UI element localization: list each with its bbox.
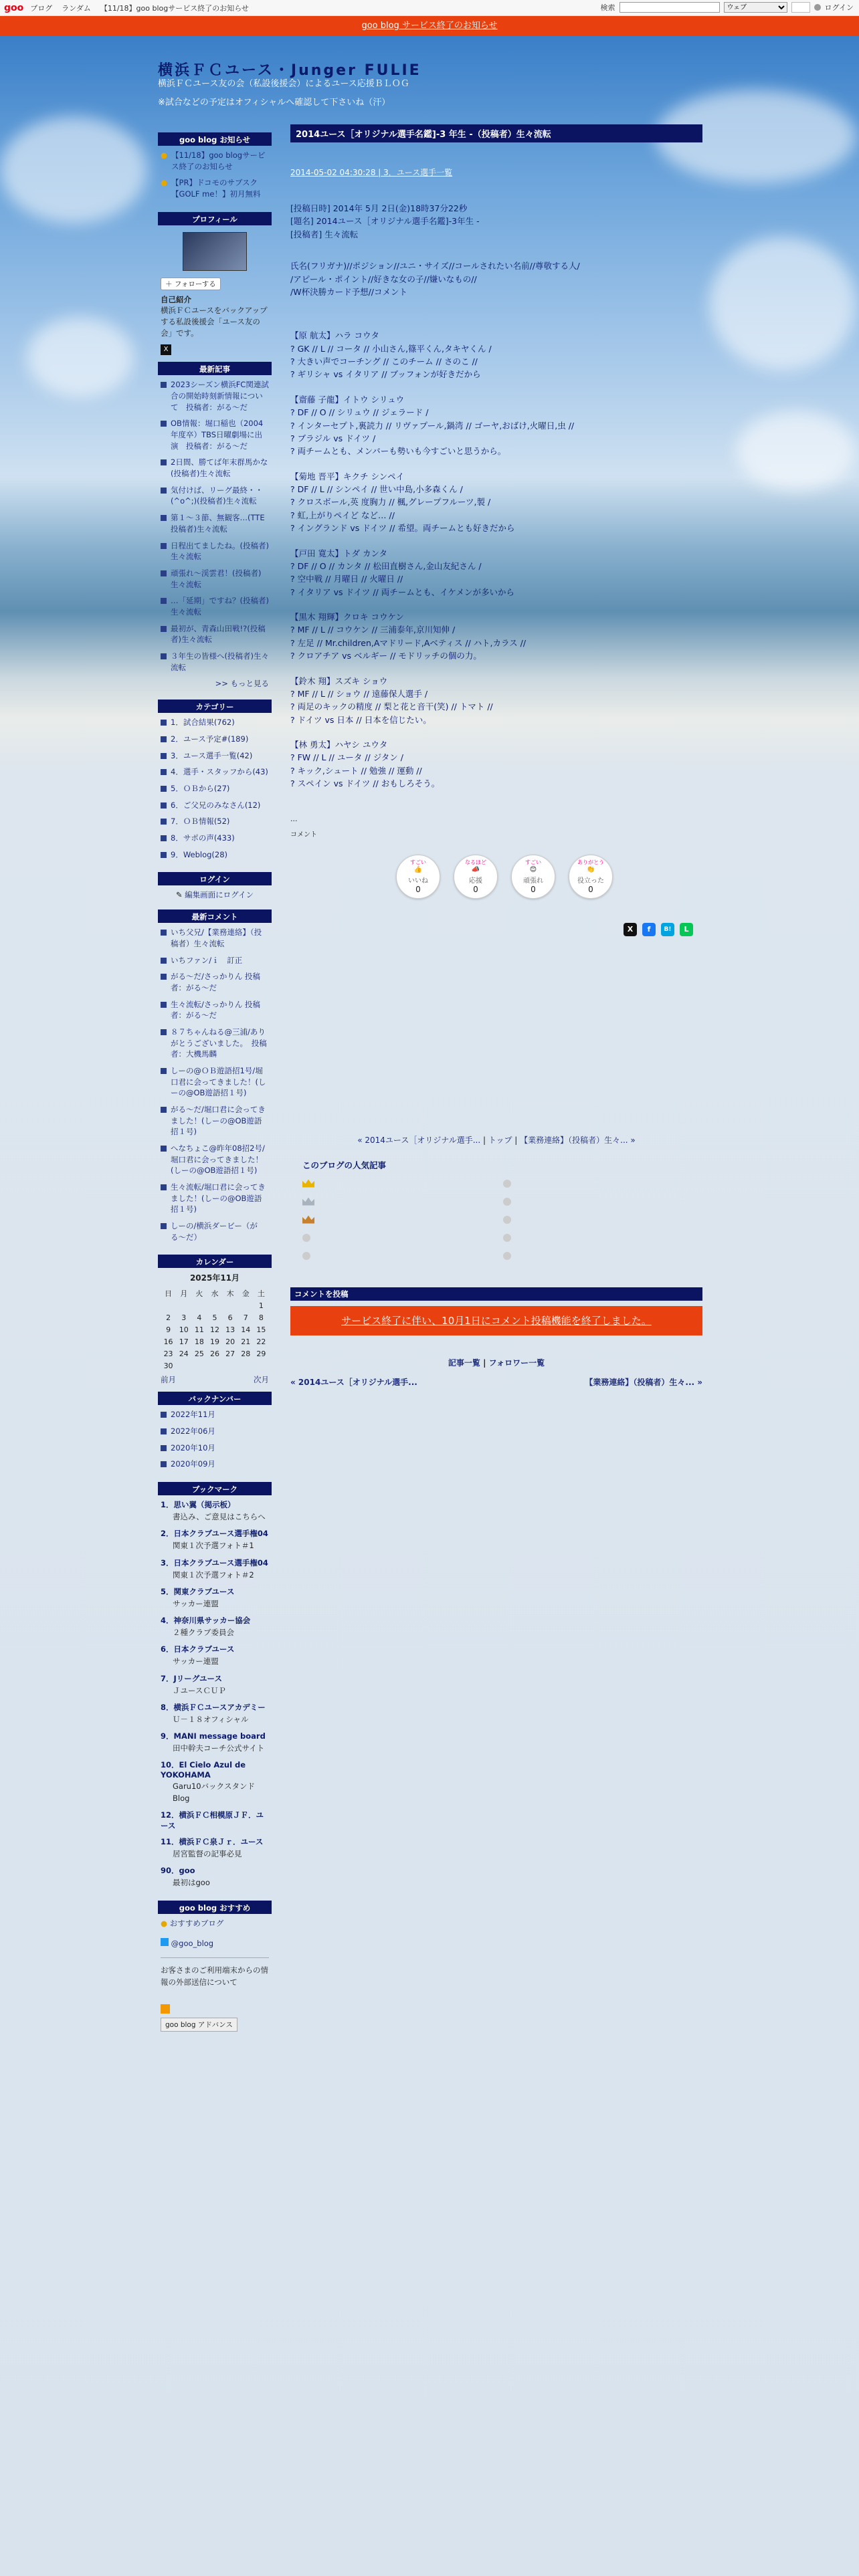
rank-9-dot-icon <box>503 1234 511 1242</box>
calendar-day: 30 <box>163 1361 173 1370</box>
bulb-icon: ● <box>161 1919 168 1929</box>
calendar-day <box>238 1299 254 1311</box>
post-info-line: [投稿日時] 2014年 5月 2日(金)18時37分22秒 <box>290 203 468 213</box>
calendar-day <box>238 1360 254 1372</box>
profile-title: プロフィール <box>158 212 272 225</box>
player-entry <box>290 329 702 381</box>
plus-icon: ＋ <box>165 280 173 288</box>
player-entry <box>290 547 702 599</box>
calendar-title: カレンダー <box>158 1255 272 1268</box>
category-item[interactable]: 7．ＯＢ情報(52) <box>161 816 269 827</box>
player-line: ? ギリシャ vs イタリア // ブッフォンが好きだから <box>290 369 481 380</box>
calendar-day: 28 <box>241 1349 251 1358</box>
player-name: 【戸田 寛太】トダ カンタ <box>290 548 387 558</box>
recent-item[interactable]: 2日間、勝てば年末群馬かな(投稿者)生々流転 <box>161 457 269 479</box>
player-name: 【鈴木 翔】スズキ ショウ <box>290 675 388 686</box>
category-title: カテゴリー <box>158 700 272 713</box>
category-item[interactable]: 9．Weblog(28) <box>161 849 269 861</box>
comment-closed-notice[interactable]: サービス終了に伴い、10月1日にコメント投稿機能を終了しました。 <box>290 1306 702 1335</box>
calendar <box>158 1268 272 1392</box>
service-end-notice[interactable]: goo blog サービス終了のお知らせ <box>0 16 859 36</box>
main-column <box>290 124 702 1388</box>
recent-item[interactable]: 日程出てましたね。(投稿者)生々流転 <box>161 540 269 562</box>
entry-list-link[interactable]: 記事一覧 <box>448 1358 480 1368</box>
bookmark-item[interactable]: 8．横浜ＦＣユースアカデミー Ｕ－１８オフィシャル <box>161 1702 266 1724</box>
calendar-day: 4 <box>197 1313 202 1322</box>
reaction-cheer-button[interactable]: なるほど 📣 応援 0 <box>454 855 498 899</box>
follow-button[interactable]: ＋ フォローする <box>161 278 221 290</box>
rank-5-dot-icon <box>302 1252 310 1260</box>
x-share-icon[interactable]: X <box>624 923 637 936</box>
calendar-day: 8 <box>258 1313 264 1322</box>
calendar-day: 6 <box>227 1313 233 1322</box>
bulb-icon: ● <box>161 178 168 188</box>
twitter-icon <box>161 1938 169 1946</box>
line-share-icon[interactable]: L <box>680 923 693 936</box>
calendar-next-link[interactable]: 次月 <box>254 1375 269 1385</box>
category-item[interactable]: 5．ＯＢから(27) <box>161 783 269 794</box>
rank-7-dot-icon <box>503 1198 511 1206</box>
player-name: 【林 勇太】ハヤシ ユウタ <box>290 740 388 750</box>
calendar-day <box>176 1299 191 1311</box>
sidebar <box>158 132 272 2038</box>
calendar-day: 11 <box>194 1325 204 1334</box>
thumbs-up-icon: 👍 <box>413 866 423 873</box>
recommend-blog-link[interactable]: ● おすすめブログ <box>161 1919 224 1929</box>
weekday: 金 <box>242 1289 250 1299</box>
bookmark-item[interactable]: 10．El Cielo Azul de YOKOHAMA Garu10バックスタンドBlog <box>161 1760 255 1803</box>
bookmark-item[interactable]: 90．goo 最初はgoo <box>161 1866 210 1888</box>
calendar-day: 13 <box>225 1325 235 1334</box>
player-line: ? DF // O // シリュウ // ジェラード / <box>290 407 429 418</box>
player-line: ? スペイン vs ドイツ // おもしろそう。 <box>290 778 440 789</box>
popular-ranking <box>302 1179 702 1261</box>
rank-4-dot-icon <box>302 1234 310 1242</box>
face-icon: 😊 <box>529 866 537 873</box>
user-icon <box>814 4 821 11</box>
player-entry <box>290 393 702 458</box>
silver-crown-icon <box>302 1198 314 1206</box>
goo-advance-badge[interactable]: goo blog アドバンス <box>161 2018 237 2032</box>
recent-item[interactable]: ３年生の皆様へ(投稿者)生々流転 <box>161 651 269 673</box>
bookmark-item[interactable]: 7．Jリーグユース ＪユースＣＵＰ <box>161 1673 226 1695</box>
login-title: ログイン <box>158 872 272 885</box>
bookmark-item[interactable]: 2．日本クラブユース選手権04 関東１次予選フォト＃1 <box>161 1529 268 1551</box>
calendar-day: 18 <box>194 1337 204 1346</box>
bookmark-item[interactable]: 1．思い翼（掲示板） 書込み、ご意見はこちらへ <box>161 1500 266 1522</box>
calendar-day: 5 <box>212 1313 217 1322</box>
external-transmission-link[interactable]: お客さまのご利用端末からの情報の外部送信について <box>161 1957 269 1988</box>
bottom-prev-next <box>290 1376 702 1388</box>
player-line: ? イングランド vs ドイツ // 希望。両チームとも好きだから <box>290 523 515 534</box>
comment-item[interactable]: しーの/横浜ダービー（がる〜だ） <box>161 1220 269 1243</box>
weekday: 水 <box>211 1289 219 1299</box>
calendar-day <box>176 1360 191 1372</box>
bottom-prev-link[interactable]: « 2014ユース［オリジナル選手... <box>290 1377 417 1387</box>
weekday: 日 <box>165 1289 173 1299</box>
player-entry <box>290 738 702 790</box>
topbar-link-blog[interactable]: ブログ <box>30 3 53 13</box>
category-item[interactable]: 1．試合結果(762) <box>161 717 269 728</box>
calendar-month: 2025年11月 <box>189 1273 240 1283</box>
calendar-day <box>223 1360 238 1372</box>
legend-line: /W杯決勝カード予想//コメント <box>290 286 407 297</box>
bronze-crown-icon <box>302 1216 314 1224</box>
legend-line: 氏名(フリガナ)//ポジション//ユニ・サイズ//コールされたい名前//尊敬する人/ <box>290 261 580 272</box>
more-link[interactable]: >> もっと見る <box>215 679 269 689</box>
calendar-day: 19 <box>209 1337 219 1346</box>
calendar-day: 14 <box>241 1325 251 1334</box>
category-item[interactable]: 6．ご父兄のみなさん(12) <box>161 800 269 811</box>
reaction-goodluck-button[interactable]: すごい 😊 頑張れ 0 <box>511 855 555 899</box>
calendar-day: 15 <box>256 1325 266 1334</box>
reaction-helpful-button[interactable]: ありがとう 👏 役立った 0 <box>569 855 613 899</box>
calendar-day: 20 <box>225 1337 235 1346</box>
rank-10-dot-icon <box>503 1252 511 1260</box>
player-line: ? FW // L // ユータ // ジタン / <box>290 752 403 763</box>
bookmark-item[interactable]: 6．日本クラブユース サッカー連盟 <box>161 1644 235 1667</box>
category-item[interactable]: 4．選手・スタッフから(43) <box>161 766 269 778</box>
prev-entry-link[interactable]: « 2014ユース［オリジナル選手... <box>357 1135 481 1145</box>
player-line: ? ドイツ vs 日本 // 日本を信じたい。 <box>290 714 432 725</box>
calendar-prev-link[interactable]: 前月 <box>161 1375 176 1385</box>
player-line: ? DF // O // カンタ // 松田直樹さん,金山友紀さん / <box>290 560 482 571</box>
x-icon[interactable]: X <box>161 344 171 355</box>
calendar-day: 2 <box>166 1313 171 1322</box>
calendar-day: 21 <box>241 1337 251 1346</box>
comment-post-title: コメントを投稿 <box>290 1287 702 1301</box>
recent-item[interactable]: 頑張れ〜渓雲君！(投稿者)生々流転 <box>161 568 269 590</box>
comment-item[interactable]: いちファン/ｉ 訂正 <box>161 955 269 966</box>
weekday: 火 <box>195 1289 203 1299</box>
search-label: 検索 <box>600 3 615 12</box>
player-line: ? MF // L // ショウ // 遠藤保人選手 / <box>290 688 428 699</box>
bookmark-item[interactable]: 11．横浜ＦＣ泉Ｊｒ．ユース 居宮監督の記事必見 <box>161 1836 264 1858</box>
calendar-day <box>191 1299 207 1311</box>
weekday: 土 <box>257 1289 265 1299</box>
pencil-icon: ✎ <box>175 890 183 900</box>
hands-icon: 👏 <box>586 866 595 873</box>
comment-item[interactable]: 生々流転/堀口君に会ってきました！(しーの@OB遊語招１号) <box>161 1182 269 1215</box>
comment-item[interactable]: がる〜だ/堀口君に会ってきました！(しーの@OB遊語招１号) <box>161 1104 269 1138</box>
category-item[interactable]: 8．サポの声(433) <box>161 833 269 844</box>
site-title[interactable]: 横浜ＦＣユース・Junger FULIE <box>158 62 421 79</box>
recent-item[interactable]: 最初が、青森山田戦!?(投稿者)生々流転 <box>161 623 269 645</box>
comment-item[interactable]: 生々流転/さっかりん 投稿者：がる〜だ <box>161 999 269 1021</box>
entry-meta[interactable]: 2014-05-02 04:30:28 | 3．ユース選手一覧 <box>290 168 453 177</box>
player-name: 【齋藤 子龍】イトウ シリュウ <box>290 394 405 405</box>
player-line: ? DF // L // シンペイ // 世い中島,小多森くん / <box>290 484 463 494</box>
goo-blog-x-link[interactable]: @goo_blog <box>161 1938 269 1948</box>
recent-item[interactable]: 第１〜３節、無観客…(TTE投稿者)生々流転 <box>161 512 269 534</box>
player-line: ? キック,シュート // 勉強 // 運動 // <box>290 765 422 776</box>
player-line: ? ブラジル vs ドイツ / <box>290 433 376 443</box>
site-subdescription: ※試合などの予定はオフィシャルへ確認して下さいね（汗） <box>158 98 391 108</box>
backnumber-item[interactable]: 2020年10月 <box>161 1442 269 1454</box>
gold-crown-icon <box>302 1180 314 1188</box>
top-link[interactable]: トップ <box>488 1135 512 1145</box>
search-button[interactable] <box>791 2 810 13</box>
follower-list-link[interactable]: フォロワー一覧 <box>488 1358 545 1368</box>
bulb-icon: ● <box>161 150 168 160</box>
recent-title: 最新記事 <box>158 362 272 375</box>
player-line: ? 大きい声でコーチング // このチーム // さのこ // <box>290 356 478 366</box>
comment-item[interactable]: へなちょこ@昨年08招2号/堀口君に会ってきました！(しーの@OB遊語招１号) <box>161 1143 269 1176</box>
player-line: ? インターセプト,裏読力 // リヴァプール,鍋湾 // ゴーヤ,おばけ,火曜日,虫 // <box>290 420 575 431</box>
calendar-day <box>207 1360 222 1372</box>
backnumber-title: バックナンバー <box>158 1392 272 1405</box>
calendar-day <box>161 1299 176 1311</box>
player-entry <box>290 470 702 535</box>
calendar-day: 26 <box>209 1349 219 1358</box>
share-buttons <box>290 923 693 936</box>
goo-logo[interactable]: goo <box>4 2 24 13</box>
calendar-day <box>254 1360 269 1372</box>
recent-item[interactable]: 気付けば、リーグ最終・・(^o^;)(投稿者)生々流転 <box>161 485 269 507</box>
player-line: ? クロスボール,英 度胸力 // 楓,グレープフルーツ,製 / <box>290 497 491 508</box>
goo-top-bar <box>0 0 859 16</box>
reaction-like-button[interactable]: すごい 👍 いいね 0 <box>396 855 440 899</box>
comment-item[interactable]: がる〜だ/さっかりん 投稿者：がる〜だ <box>161 971 269 993</box>
calendar-day: 29 <box>256 1349 266 1358</box>
player-entry <box>290 675 702 727</box>
player-line: ? 左足 // Mr.children,Aマドリード,Aベティス // ハト,カラス // <box>290 637 527 648</box>
bookmark-item[interactable]: 4．神奈川県サッカー協会 ２種クラブ委員会 <box>161 1616 251 1638</box>
legend-line: /アピール・ポイント//好きな女の子//嫌いなもの// <box>290 274 477 284</box>
bottom-links: 記事一覧 | フォロワー一覧 <box>448 1358 545 1368</box>
player-name: 【原 航太】ハラ コウタ <box>290 330 379 341</box>
search-scope-select[interactable] <box>724 2 787 13</box>
rank-8-dot-icon <box>503 1216 511 1224</box>
weekday: 木 <box>226 1289 234 1299</box>
entry-title[interactable]: 2014ユース［オリジナル選手名鑑]-3 年生 -（投稿者）生々流転 <box>290 124 702 142</box>
hatena-share-icon[interactable]: B! <box>661 923 674 936</box>
goo-news-title: goo blog お知らせ <box>158 132 272 146</box>
entry-body <box>290 202 702 790</box>
editor-login-link[interactable]: 編集画面にログイン <box>185 890 254 900</box>
calendar-day: 7 <box>243 1313 248 1322</box>
player-line: ? 空中戦 // 月曜日 // 火曜日 // <box>290 574 403 584</box>
calendar-day: 25 <box>194 1349 204 1358</box>
post-info-line: [題名] 2014ユース［オリジナル選手名鑑]-3年生 - <box>290 216 480 227</box>
search-input[interactable] <box>619 2 720 13</box>
player-entry <box>290 611 702 663</box>
player-name: 【黒木 翔輝】クロキ コウケン <box>290 612 404 622</box>
entry-ellipsis: ... <box>290 814 298 823</box>
rss-icon[interactable] <box>161 2004 170 2014</box>
weekday: 月 <box>180 1289 188 1299</box>
profile-text: 横浜ＦＣユースをバックアップする私設後援会「ユース友の会」です。 <box>161 305 268 338</box>
comment-label: コメント <box>290 831 317 839</box>
bottom-next-link[interactable]: 【業務連絡】（投稿者）生々... » <box>585 1377 702 1387</box>
reaction-buttons <box>396 855 702 899</box>
player-line: ? 両チームとも、メンバーも勢いも今すごいと思うから。 <box>290 446 506 457</box>
popular-title: このブログの人気記事 <box>302 1160 387 1170</box>
calendar-day <box>223 1299 238 1311</box>
next-entry-link[interactable]: 【業務連絡】（投稿者）生々... » <box>520 1135 636 1145</box>
site-description: 横浜ＦＣユース友の会（私設後援会）によるユース応援ＢＬＯＧ <box>158 79 409 89</box>
recent-item[interactable]: OB情報：堀口稲也（2004年度卒）TBS日曜劇場に出演 投稿者：がる〜だ <box>161 418 269 451</box>
calendar-day: 3 <box>181 1313 187 1322</box>
profile-heading: 自己紹介 <box>161 294 191 304</box>
post-info-line: [投稿者] 生々流転 <box>290 229 359 239</box>
bookmark-item[interactable]: 3．日本クラブユース選手権04 関東１次予選フォト＃2 <box>161 1558 268 1580</box>
bookmark-title: ブックマーク <box>158 1482 272 1495</box>
player-line: ? 両足のキックの精度 // 梨と花と音干(笑) // トマト // <box>290 702 493 712</box>
goo-news-item[interactable]: ● 【11/18】goo blogサービス終了のお知らせ <box>161 150 266 171</box>
topbar-link-random[interactable]: ランダム <box>62 3 91 13</box>
calendar-day: 12 <box>209 1325 219 1334</box>
calendar-day: 16 <box>163 1337 173 1346</box>
calendar-day: 1 <box>258 1301 264 1310</box>
rank-6-dot-icon <box>503 1180 511 1188</box>
entry-navigation: « 2014ユース［オリジナル選手... | トップ | 【業務連絡】（投稿者）生々... » <box>357 1135 636 1145</box>
recent-item[interactable]: 2023シーズン横浜FC関連試合の開始時刻新情報について 投稿者：がる〜だ <box>161 379 269 413</box>
calendar-day: 27 <box>225 1349 235 1358</box>
category-item[interactable]: 2．ユース予定#(189) <box>161 734 269 745</box>
calendar-day: 24 <box>179 1349 189 1358</box>
goo-news-item[interactable]: ● 【PR】ドコモのサブスク【GOLF me！】初月無料 <box>161 178 261 199</box>
player-line: ? クロアチア vs ベルギー // モドリッチの個の力。 <box>290 651 482 661</box>
comments-title: 最新コメント <box>158 909 272 923</box>
calendar-day: 17 <box>179 1337 189 1346</box>
calendar-day: 10 <box>179 1325 189 1334</box>
category-item[interactable]: 3．ユース選手一覧(42) <box>161 750 269 762</box>
bookmark-item[interactable]: 5．関東クラブユース サッカー連盟 <box>161 1586 235 1608</box>
calendar-day <box>191 1360 207 1372</box>
comment-item[interactable]: いち父兄/【業務連絡】（投稿者）生々流転 <box>161 927 269 949</box>
player-line: ? MF // L // コウケン // 三浦泰年,京川知伸 / <box>290 625 456 635</box>
topbar-link-notice[interactable]: 【11/18】goo blogサービス終了のお知らせ <box>100 3 249 13</box>
bookmark-item[interactable]: 9．MANI message board 田中幹夫コーチ公式サイト <box>161 1731 266 1753</box>
player-line: ? イタリア vs ドイツ // 両チームとも、イケメンが多いから <box>290 586 514 597</box>
goo-recommend-title: goo blog おすすめ <box>158 1901 272 1914</box>
backnumber-item[interactable]: 2020年09月 <box>161 1459 269 1470</box>
bookmark-item[interactable]: 12．横浜ＦＣ相模原ＪＦ．ユース <box>161 1810 264 1830</box>
comment-item[interactable]: しーの@ＯＢ遊語招1号/堀口君に会ってきました！(しーの@OB遊語招１号) <box>161 1065 269 1099</box>
profile-image <box>183 232 247 271</box>
player-line: ? GK // L // コータ // 小山さん,篠平くん,タキヤくん / <box>290 343 492 354</box>
megaphone-icon: 📣 <box>471 866 480 873</box>
backnumber-item[interactable]: 2022年11月 <box>161 1409 269 1420</box>
player-line: ? 虹,上がりペイど など… // <box>290 510 395 520</box>
facebook-share-icon[interactable]: f <box>642 923 656 936</box>
calendar-day: 22 <box>256 1337 266 1346</box>
calendar-day: 9 <box>166 1325 171 1334</box>
calendar-day <box>207 1299 222 1311</box>
backnumber-item[interactable]: 2022年06月 <box>161 1426 269 1437</box>
player-name: 【菊地 晋平】キクチ シンペイ <box>290 471 405 481</box>
calendar-day: 23 <box>163 1349 173 1358</box>
comment-item[interactable]: ８７ちゃんねる@三浦/ありがとうございました。 投稿者：大機馬麟 <box>161 1027 269 1060</box>
login-link[interactable]: ログイン <box>824 3 854 12</box>
recent-item[interactable]: …「延期」ですね？(投稿者)生々流転 <box>161 595 269 617</box>
